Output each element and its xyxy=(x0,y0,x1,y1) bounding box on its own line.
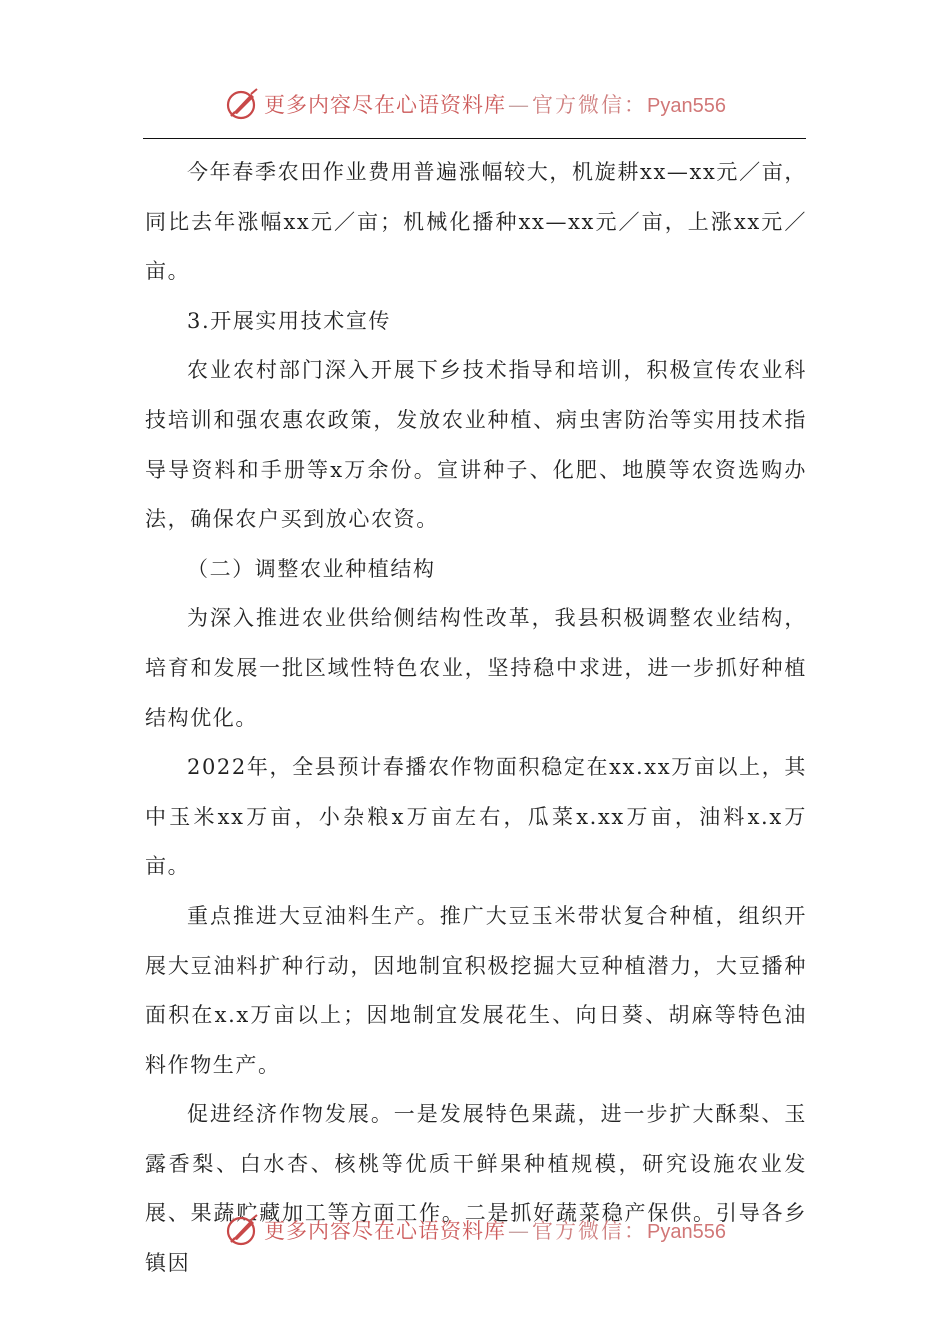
header-divider xyxy=(143,138,806,139)
paragraph-structure-reform: 为深入推进农业供给侧结构性改革，我县积极调整农业结构，培育和发展一批区域性特色农业，坚持稳中求进，进一步抓好种植结构优化。 xyxy=(145,606,807,730)
heading-planting-structure: （二）调整农业种植结构 xyxy=(187,556,436,581)
banner-separator: — xyxy=(508,93,531,117)
banner-brand-text: 更多内容尽在心语资料库 xyxy=(264,93,507,117)
banner-brand-text: 更多内容尽在心语资料库 xyxy=(264,1219,507,1243)
paragraph-fees: 今年春季农田作业费用普遍涨幅较大，机旋耕xx—xx元／亩，同比去年涨幅xx元／亩；机械化播种xx—xx元／亩，上涨xx元／亩。 xyxy=(145,160,807,284)
paragraph-tech-guidance: 农业农村部门深入开展下乡技术指导和培训，积极宣传农业科技培训和强农惠农政策，发放农业种植、病虫害防治等实用技术指导导资料和手册等x万余份。宣讲种子、化肥、地膜等农资选购办法，确保农户买到放心农资。 xyxy=(145,358,807,532)
banner-wechat-id: Pyan556 xyxy=(647,95,726,117)
header-watermark-banner xyxy=(0,82,950,126)
banner-official-label: 官方微信： xyxy=(532,93,648,117)
quill-logo-icon xyxy=(224,86,260,122)
heading-tech-promotion: 3.开展实用技术宣传 xyxy=(187,308,392,333)
banner-wechat-id: Pyan556 xyxy=(647,1221,726,1243)
footer-watermark-banner xyxy=(0,1208,950,1252)
quill-logo-icon xyxy=(224,1212,260,1248)
document-body xyxy=(145,148,807,1289)
paragraph-cash-crops: 促进经济作物发展。一是发展特色果蔬，进一步扩大酥梨、玉露香梨、白水杏、核桃等优质干鲜果种植规模，研究设施农业发展、果蔬贮藏加工等方面工作。二是抓好蔬菜稳产保供。引导各乡镇因 xyxy=(145,1102,807,1276)
banner-official-label: 官方微信： xyxy=(532,1219,648,1243)
banner-separator: — xyxy=(508,1219,531,1243)
paragraph-2022-area: 2022年，全县预计春播农作物面积稳定在xx.xx万亩以上，其中玉米xx万亩，小杂粮x万亩左右，瓜菜x.xx万亩，油料x.x万亩。 xyxy=(145,755,807,879)
paragraph-soybean-oil: 重点推进大豆油料生产。推广大豆玉米带状复合种植，组织开展大豆油料扩种行动，因地制宜积极挖掘大豆种植潜力，大豆播种面积在x.x万亩以上；因地制宜发展花生、向日葵、胡麻等特色油料作物生产。 xyxy=(145,903,807,1077)
